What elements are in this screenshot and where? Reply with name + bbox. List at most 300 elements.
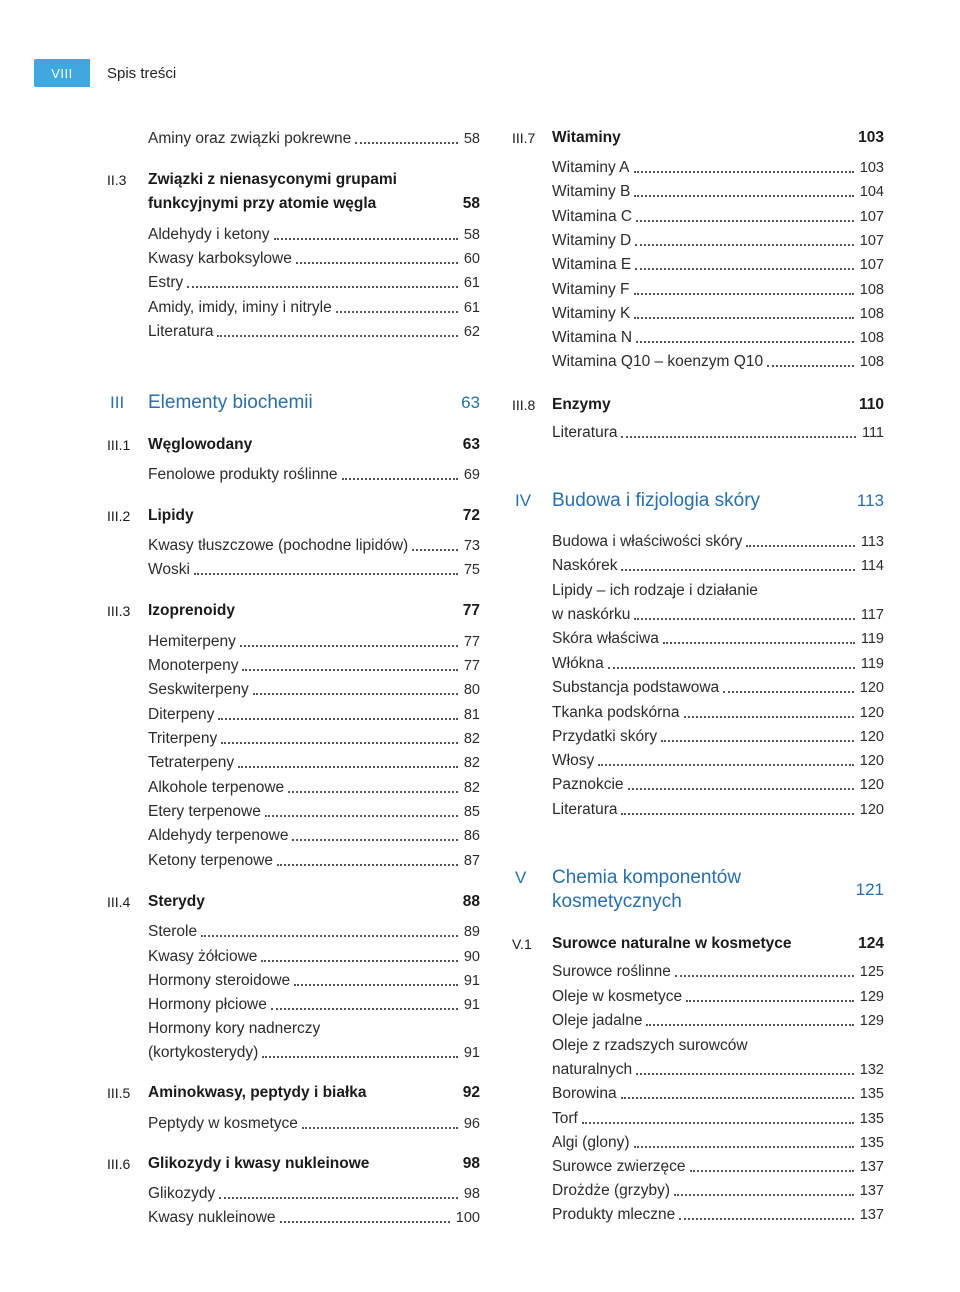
dot-leader xyxy=(342,478,458,480)
toc-page-number: 62 xyxy=(463,324,480,340)
toc-page-number: 113 xyxy=(856,491,884,510)
toc-number: III.5 xyxy=(107,1085,131,1101)
toc-title-line: Literatura xyxy=(552,424,618,441)
toc-title-line: Kwasy nukleinowe xyxy=(148,1209,276,1226)
toc-entry[interactable] xyxy=(512,985,884,1009)
dot-leader xyxy=(636,341,854,343)
toc-number: III.6 xyxy=(107,1156,131,1172)
toc-page-number: 129 xyxy=(859,989,884,1005)
toc-page-number: 61 xyxy=(463,275,480,291)
toc-entry[interactable] xyxy=(107,776,480,800)
toc-title-line: Witaminy D xyxy=(552,232,632,249)
toc-section-entry[interactable] xyxy=(512,126,884,150)
dot-leader xyxy=(661,740,854,742)
toc-entry[interactable] xyxy=(512,652,884,676)
toc-entry[interactable] xyxy=(512,749,884,773)
toc-number: IV xyxy=(515,491,532,510)
toc-entry[interactable] xyxy=(512,253,884,277)
toc-page-number: 120 xyxy=(859,777,884,793)
toc-entry[interactable] xyxy=(107,534,480,558)
toc-title xyxy=(552,421,617,445)
toc-page-number: 85 xyxy=(463,804,480,820)
toc-title xyxy=(148,945,257,969)
toc-title-line: Algi (glony) xyxy=(552,1134,630,1151)
toc-title xyxy=(552,932,791,956)
dot-leader xyxy=(292,839,458,841)
toc-entry[interactable] xyxy=(107,247,480,271)
toc-number: III.3 xyxy=(107,603,131,619)
toc-page-number: 137 xyxy=(859,1159,884,1175)
toc-entry[interactable] xyxy=(512,798,884,822)
toc-title-line: Literatura xyxy=(552,801,618,818)
toc-entry[interactable] xyxy=(107,127,480,151)
toc-page-number: 129 xyxy=(859,1013,884,1029)
toc-title-line: Kwasy karboksylowe xyxy=(148,250,292,267)
toc-chapter-entry[interactable] xyxy=(512,489,884,513)
toc-title xyxy=(148,1206,276,1230)
toc-page-number: 86 xyxy=(463,828,480,844)
toc-entry[interactable] xyxy=(107,727,480,751)
dot-leader xyxy=(634,195,854,197)
toc-page-number: 77 xyxy=(463,658,480,674)
toc-title-line-2: (kortykosterydy) xyxy=(148,1044,259,1061)
dot-leader xyxy=(277,864,458,866)
toc-entry[interactable] xyxy=(107,751,480,775)
toc-page-number: 108 xyxy=(859,306,884,322)
toc-title xyxy=(148,391,313,415)
toc-entry[interactable] xyxy=(107,1112,480,1136)
toc-title-line: Kwasy żółciowe xyxy=(148,948,258,965)
toc-page-number: 132 xyxy=(859,1062,884,1078)
toc-title xyxy=(552,393,611,417)
dot-leader xyxy=(634,293,854,295)
toc-entry[interactable] xyxy=(512,530,884,554)
toc-page-number: 107 xyxy=(859,209,884,225)
toc-page-number: 111 xyxy=(861,425,884,441)
toc-entry[interactable] xyxy=(512,1179,884,1203)
toc-page-number: 137 xyxy=(859,1183,884,1199)
dot-leader xyxy=(674,1194,854,1196)
toc-title xyxy=(148,296,332,320)
toc-title xyxy=(552,205,632,229)
dot-leader xyxy=(217,335,458,337)
toc-title xyxy=(148,247,292,271)
toc-section-entry[interactable] xyxy=(107,890,480,914)
toc-title xyxy=(148,558,190,582)
toc-page-number: 72 xyxy=(462,507,480,524)
toc-chapter-entry[interactable] xyxy=(512,866,884,914)
toc-page-number: 82 xyxy=(463,780,480,796)
toc-title-line: Surowce zwierzęce xyxy=(552,1158,686,1175)
dot-leader xyxy=(746,545,855,547)
toc-section-entry[interactable] xyxy=(512,393,884,417)
toc-title-line: Tkanka podskórna xyxy=(552,704,680,721)
dot-leader xyxy=(221,742,458,744)
toc-title-line: Peptydy w kosmetyce xyxy=(148,1115,298,1132)
dot-leader xyxy=(636,1073,854,1075)
toc-number: III.2 xyxy=(107,508,131,524)
toc-title xyxy=(148,824,288,848)
dot-leader xyxy=(621,813,854,815)
toc-page-number: 82 xyxy=(463,755,480,771)
toc-page-number: 80 xyxy=(463,682,480,698)
toc-page-number: 81 xyxy=(463,707,480,723)
toc-title xyxy=(148,751,234,775)
toc-entry[interactable] xyxy=(107,630,480,654)
toc-section-entry[interactable] xyxy=(107,433,480,457)
toc-page-number: 77 xyxy=(462,602,480,619)
page-header xyxy=(34,58,176,88)
toc-title-line-2: w naskórku xyxy=(552,606,631,623)
toc-entry[interactable] xyxy=(107,993,480,1017)
toc-title-line: Witamina E xyxy=(552,256,632,273)
toc-section-entry[interactable] xyxy=(107,1152,480,1176)
toc-title-line: Diterpeny xyxy=(148,706,215,723)
toc-title-line: Seskwiterpeny xyxy=(148,681,249,698)
toc-page-number: 120 xyxy=(859,753,884,769)
dot-leader xyxy=(634,1146,854,1148)
dot-leader xyxy=(280,1221,450,1223)
toc-entry[interactable] xyxy=(512,1107,884,1131)
toc-page-number: 125 xyxy=(859,964,884,980)
toc-entry[interactable] xyxy=(107,1206,480,1230)
toc-page-number: 107 xyxy=(859,257,884,273)
toc-page-number: 61 xyxy=(463,300,480,316)
toc-title-line: Hemiterpeny xyxy=(148,633,236,650)
dot-leader xyxy=(767,365,854,367)
toc-entry[interactable] xyxy=(107,558,480,582)
toc-title xyxy=(148,776,284,800)
toc-title-line: Glikozydy i kwasy nukleinowe xyxy=(148,1155,370,1172)
toc-page-number: 58 xyxy=(463,227,480,243)
toc-title xyxy=(148,271,183,295)
toc-page-number: 100 xyxy=(455,1210,480,1226)
dot-leader xyxy=(635,244,854,246)
toc-entry[interactable] xyxy=(512,350,884,374)
toc-title xyxy=(552,278,630,302)
dot-leader xyxy=(621,569,855,571)
toc-title xyxy=(148,1081,367,1105)
toc-number: V xyxy=(515,868,527,887)
toc-page-number: 75 xyxy=(463,562,480,578)
toc-entry[interactable] xyxy=(512,1131,884,1155)
toc-title-line: Glikozydy xyxy=(148,1185,216,1202)
toc-page-number: 91 xyxy=(463,1045,480,1061)
toc-entry[interactable] xyxy=(107,296,480,320)
toc-entry[interactable] xyxy=(512,156,884,180)
toc-title xyxy=(552,489,760,513)
toc-entry[interactable] xyxy=(107,824,480,848)
toc-page-number: 110 xyxy=(858,396,884,413)
toc-entry[interactable] xyxy=(107,945,480,969)
toc-number: V.1 xyxy=(512,936,532,952)
toc-title-line: Triterpeny xyxy=(148,730,218,747)
dot-leader xyxy=(634,618,855,620)
toc-page-number: 137 xyxy=(859,1207,884,1223)
toc-page-number: 96 xyxy=(463,1116,480,1132)
toc-entry[interactable] xyxy=(107,703,480,727)
toc-title xyxy=(148,223,270,247)
toc-entry[interactable] xyxy=(512,1082,884,1106)
toc-title xyxy=(552,1203,675,1227)
toc-title xyxy=(552,1179,670,1203)
toc-entry[interactable] xyxy=(107,800,480,824)
dot-leader xyxy=(723,691,854,693)
toc-title xyxy=(552,960,671,984)
toc-entry[interactable] xyxy=(512,1203,884,1227)
toc-title-line: Skóra właściwa xyxy=(552,630,659,647)
toc-title xyxy=(552,676,719,700)
toc-entry[interactable] xyxy=(512,302,884,326)
toc-page-number: 98 xyxy=(463,1186,480,1202)
toc-title-line: Oleje z rzadszych surowców xyxy=(552,1037,748,1054)
toc-title-line: Elementy biochemii xyxy=(148,392,313,413)
toc-entry[interactable] xyxy=(512,1009,884,1033)
toc-title xyxy=(552,627,659,651)
toc-title-line: Aldehydy i ketony xyxy=(148,226,270,243)
toc-title xyxy=(552,126,621,150)
toc-entry[interactable] xyxy=(107,271,480,295)
toc-entry[interactable] xyxy=(107,849,480,873)
dot-leader xyxy=(336,311,458,313)
dot-leader xyxy=(302,1127,458,1129)
toc-title xyxy=(552,554,617,578)
toc-title-line: Witamina C xyxy=(552,208,633,225)
toc-title-line: Witaminy F xyxy=(552,281,630,298)
dot-leader xyxy=(634,171,854,173)
toc-title xyxy=(552,1009,642,1033)
toc-entry[interactable] xyxy=(107,654,480,678)
toc-title xyxy=(148,1182,215,1206)
toc-title-line: Kwasy tłuszczowe (pochodne lipidów) xyxy=(148,537,409,554)
toc-title xyxy=(148,599,235,623)
toc-page-number: 104 xyxy=(859,184,884,200)
toc-page-number: 114 xyxy=(860,558,884,574)
toc-title xyxy=(552,326,632,350)
dot-leader xyxy=(684,716,854,718)
toc-entry[interactable] xyxy=(512,180,884,204)
toc-entry[interactable] xyxy=(107,969,480,993)
toc-entry[interactable] xyxy=(512,773,884,797)
toc-page-number: 89 xyxy=(463,924,480,940)
toc-section-entry[interactable] xyxy=(107,1081,480,1105)
toc-title-line: Węglowodany xyxy=(148,436,253,453)
toc-page-number: 63 xyxy=(461,393,480,412)
toc-title-line: Witaminy xyxy=(552,129,621,146)
toc-title-line: Włókna xyxy=(552,655,604,672)
toc-page-number: 88 xyxy=(462,893,480,910)
toc-title-line: Surowce naturalne w kosmetyce xyxy=(552,935,792,952)
toc-entry[interactable] xyxy=(512,554,884,578)
toc-title-line: Paznokcie xyxy=(552,776,624,793)
dot-leader xyxy=(598,764,854,766)
toc-page-number: 120 xyxy=(859,705,884,721)
toc-title xyxy=(148,534,408,558)
toc-entry[interactable] xyxy=(512,960,884,984)
toc-page-number: 135 xyxy=(859,1111,884,1127)
toc-title xyxy=(148,969,290,993)
toc-title-line: Hormony steroidowe xyxy=(148,972,291,989)
dot-leader xyxy=(274,238,458,240)
toc-entry[interactable] xyxy=(512,701,884,725)
toc-entry[interactable] xyxy=(512,627,884,651)
toc-title xyxy=(552,1155,686,1179)
toc-title xyxy=(148,703,214,727)
dot-leader xyxy=(635,268,854,270)
toc-title-line: Surowce roślinne xyxy=(552,963,671,980)
toc-title xyxy=(552,701,680,725)
toc-title xyxy=(148,993,267,1017)
toc-title-line: Produkty mleczne xyxy=(552,1206,676,1223)
dot-leader xyxy=(219,1197,458,1199)
toc-title-line: Witamina Q10 – koenzym Q10 xyxy=(552,353,764,370)
toc-chapter-entry[interactable] xyxy=(107,391,480,415)
toc-page-number: 107 xyxy=(859,233,884,249)
toc-title xyxy=(552,652,604,676)
toc-page-number: 58 xyxy=(463,131,480,147)
toc-entry[interactable] xyxy=(107,320,480,344)
toc-title xyxy=(552,253,631,277)
dot-leader xyxy=(636,220,854,222)
toc-title-line: Aldehydy terpenowe xyxy=(148,827,289,844)
toc-entry[interactable] xyxy=(107,1182,480,1206)
toc-title xyxy=(148,168,397,216)
toc-number: III.7 xyxy=(512,130,536,146)
toc-title-line: Budowa i fizjologia skóry xyxy=(552,490,761,511)
toc-number: III.4 xyxy=(107,894,131,910)
toc-entry[interactable] xyxy=(107,463,480,487)
toc-title xyxy=(552,725,657,749)
toc-page-number: 103 xyxy=(858,129,884,146)
toc-entry[interactable] xyxy=(107,1017,480,1065)
toc-title xyxy=(552,1082,617,1106)
toc-title xyxy=(552,749,594,773)
dot-leader xyxy=(621,1097,854,1099)
dot-leader xyxy=(663,642,855,644)
toc-title-line: Monoterpeny xyxy=(148,657,239,674)
toc-title-line: Torf xyxy=(552,1110,578,1127)
toc-title-line: Izoprenoidy xyxy=(148,602,235,619)
toc-section-entry[interactable] xyxy=(107,599,480,623)
toc-title xyxy=(552,350,763,374)
toc-title xyxy=(148,463,338,487)
toc-page-number: 91 xyxy=(463,973,480,989)
toc-section-entry[interactable] xyxy=(107,168,480,216)
dot-leader xyxy=(187,286,458,288)
dot-leader xyxy=(265,815,458,817)
toc-number: II.3 xyxy=(107,172,127,188)
toc-section-entry[interactable] xyxy=(512,932,884,956)
toc-entry[interactable] xyxy=(512,579,884,627)
toc-page-number: 63 xyxy=(462,436,480,453)
dot-leader xyxy=(582,1122,854,1124)
toc-entry[interactable] xyxy=(107,678,480,702)
toc-page-number: 124 xyxy=(858,935,884,952)
toc-title-line: Enzymy xyxy=(552,396,611,413)
toc-page-number: 92 xyxy=(462,1084,480,1101)
toc-entry[interactable] xyxy=(512,326,884,350)
toc-title-line: Sterydy xyxy=(148,893,205,910)
toc-title-line: Borowina xyxy=(552,1085,617,1102)
toc-title xyxy=(148,433,252,457)
toc-title xyxy=(148,654,238,678)
toc-title xyxy=(148,1152,369,1176)
toc-page-number: 103 xyxy=(859,160,884,176)
dot-leader xyxy=(242,669,458,671)
toc-title-line: Naskórek xyxy=(552,557,618,574)
toc-page-number: 108 xyxy=(859,354,884,370)
toc-title-line: Budowa i właściwości skóry xyxy=(552,533,743,550)
toc-title xyxy=(148,727,217,751)
toc-title-line: Przydatki skóry xyxy=(552,728,658,745)
toc-title xyxy=(148,1112,298,1136)
toc-title-line: Hormony kory nadnerczy xyxy=(148,1020,321,1037)
toc-page-number: 60 xyxy=(463,251,480,267)
toc-title-line: Hormony płciowe xyxy=(148,996,267,1013)
toc-page-number: 73 xyxy=(463,538,480,554)
toc-entry[interactable] xyxy=(512,229,884,253)
dot-leader xyxy=(238,766,458,768)
toc-title xyxy=(552,985,682,1009)
toc-title-line: Związki z nienasyconymi grupami xyxy=(148,171,397,188)
toc-title-line: Woski xyxy=(148,561,190,578)
toc-page-number: 117 xyxy=(860,607,884,623)
toc-entry[interactable] xyxy=(512,676,884,700)
dot-leader xyxy=(253,693,458,695)
toc-title-line: Oleje jadalne xyxy=(552,1012,643,1029)
toc-title-line-2: funkcyjnymi przy atomie węgla xyxy=(148,195,377,212)
dot-leader xyxy=(201,935,458,937)
toc-page-number: 108 xyxy=(859,330,884,346)
toc-title xyxy=(552,773,624,797)
page-number-badge: VIII xyxy=(34,59,90,87)
toc-entry[interactable] xyxy=(107,223,480,247)
toc-title-line-2: naturalnych xyxy=(552,1061,633,1078)
toc-title xyxy=(148,920,197,944)
toc-entry[interactable] xyxy=(512,1034,884,1082)
toc-page-number: 91 xyxy=(463,997,480,1013)
dot-leader xyxy=(621,436,856,438)
toc-entry[interactable] xyxy=(512,278,884,302)
toc-page-number: 113 xyxy=(860,534,884,550)
toc-page-number: 90 xyxy=(463,949,480,965)
toc-title xyxy=(552,1107,578,1131)
toc-entry[interactable] xyxy=(512,205,884,229)
toc-title-line: Witaminy A xyxy=(552,159,630,176)
toc-entry[interactable] xyxy=(512,421,884,445)
toc-title-line: Drożdże (grzyby) xyxy=(552,1182,670,1199)
toc-title-line: Fenolowe produkty roślinne xyxy=(148,466,338,483)
toc-title xyxy=(148,127,351,151)
toc-title-line: Chemia komponentów xyxy=(552,867,742,888)
toc-entry[interactable] xyxy=(107,920,480,944)
toc-page-number: 120 xyxy=(859,680,884,696)
toc-entry[interactable] xyxy=(512,1155,884,1179)
toc-title-line: Tetraterpeny xyxy=(148,754,235,771)
toc-page-number: 120 xyxy=(859,729,884,745)
toc-entry[interactable] xyxy=(512,725,884,749)
dot-leader xyxy=(271,1008,458,1010)
toc-title-line: Witamina N xyxy=(552,329,633,346)
dot-leader xyxy=(690,1170,854,1172)
toc-page-number: 82 xyxy=(463,731,480,747)
dot-leader xyxy=(675,975,854,977)
toc-page-number: 108 xyxy=(859,282,884,298)
toc-title-line: Witaminy B xyxy=(552,183,631,200)
toc-title-line: Lipidy – ich rodzaje i działanie xyxy=(552,582,758,599)
toc-section-entry[interactable] xyxy=(107,504,480,528)
toc-title-line-2: kosmetycznych xyxy=(552,891,682,912)
